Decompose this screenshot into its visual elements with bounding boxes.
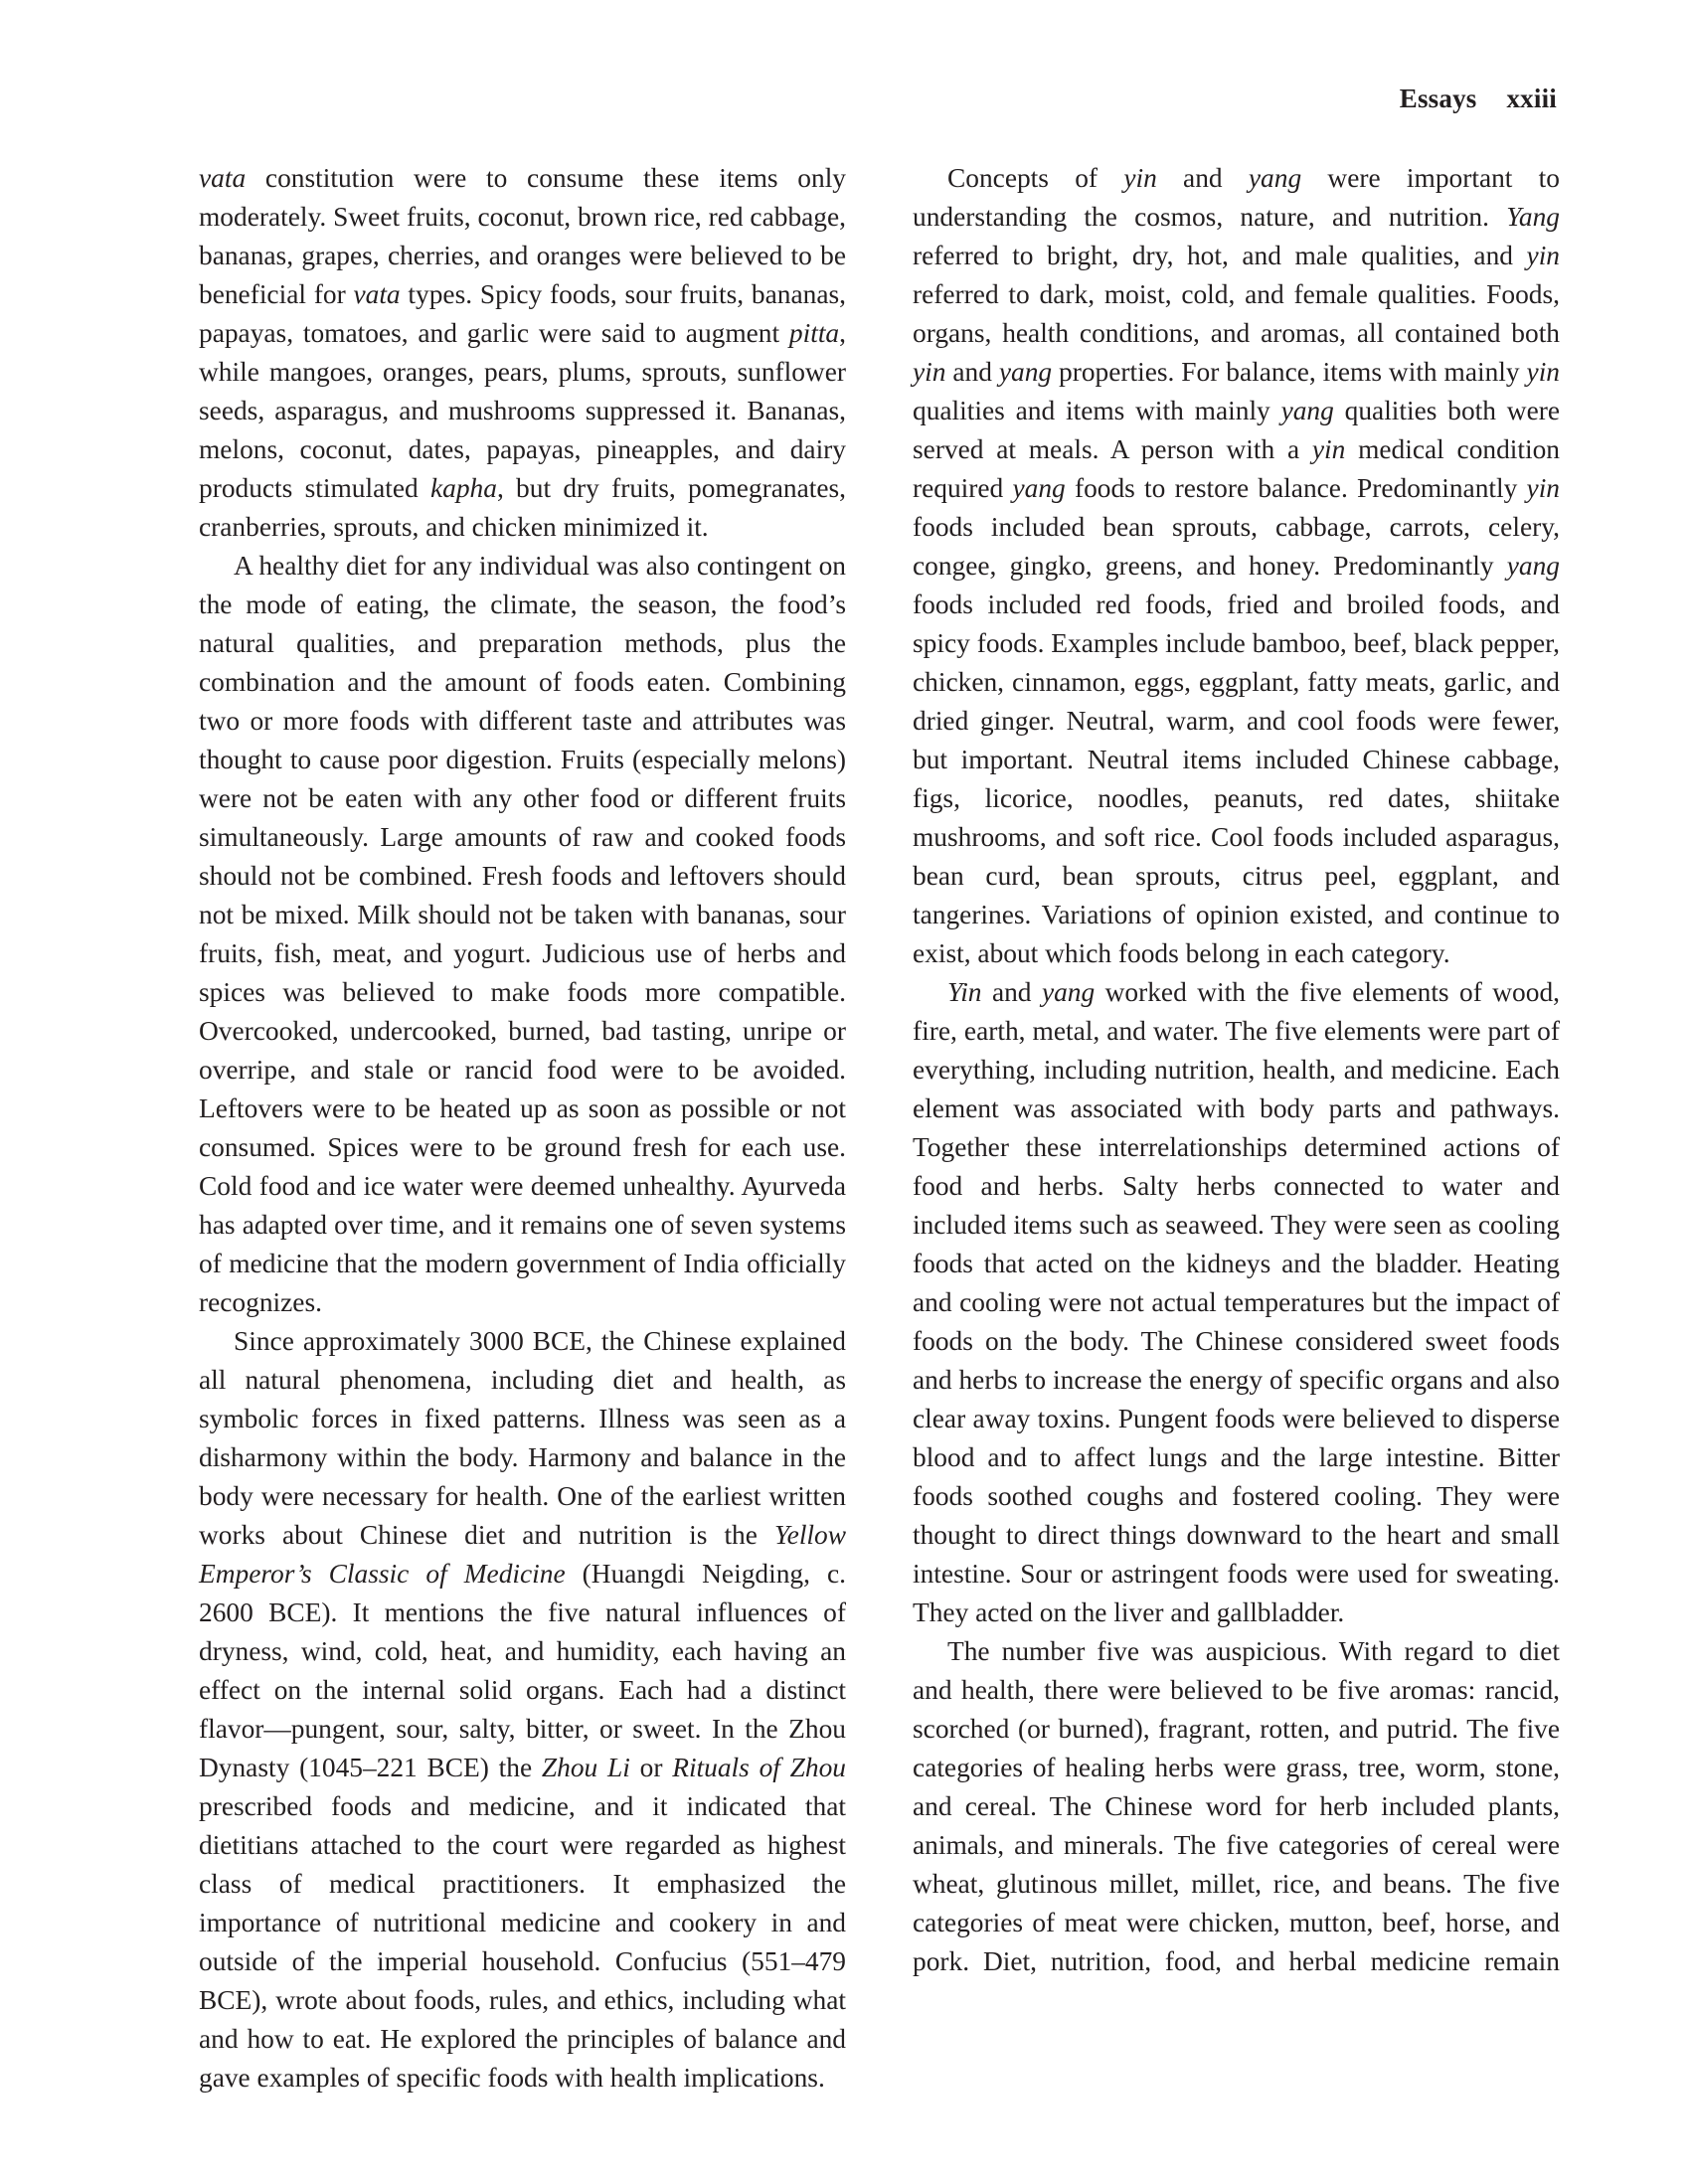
- text-run: foods included red foods, fried and broiled foods, and spicy foods. Examples include bamboo, beef, black pepper, chicken, cinnamon, eggs, eggplant, fatty meats, garlic, and dried ginger. Neutral, warm, and cool foods were fewer, but important. Neutral items included Chinese cabbage, figs, licorice, noodles, peanuts, red dates, shiitake mushrooms, and soft rice. Cool foods included asparagus, bean curd, bean sprouts, citrus peel, eggplant, and tangerines. Variations of opinion existed, and continue to exist, about which foods belong in each category.: [913, 589, 1560, 968]
- text-run: or: [629, 1753, 673, 1782]
- text-run: and: [945, 357, 999, 387]
- right-column: [913, 159, 1560, 1981]
- text-run: were important to understanding the cosmos, nature, and nutrition.: [913, 163, 1560, 232]
- text-run: properties. For balance, items with mainly: [1052, 357, 1527, 387]
- left-column: [199, 159, 846, 2098]
- italic-term: Yellow Emperor’s Classic of Medicine: [199, 1520, 846, 1589]
- italic-term: yin: [1526, 473, 1560, 503]
- text-run: , while mangoes, oranges, pears, plums, sprouts, sunflower seeds, asparagus, and mushrooms suppressed it. Bananas, melons, coconut, dates, papayas, pineapples, and dairy products stimulated: [199, 318, 846, 503]
- italic-term: Rituals of Zhou: [672, 1753, 846, 1782]
- text-run: constitution were to consume these items only moderately. Sweet fruits, coconut, brown rice, red cabbage, bananas, grapes, cherries, and oranges were believed to be beneficial for: [199, 163, 846, 309]
- italic-term: yin: [1311, 434, 1346, 464]
- text-run: Concepts of: [947, 163, 1124, 193]
- text-run: Since approximately 3000 BCE, the Chinese explained all natural phenomena, including diet and health, as symbolic forces in fixed patterns. Illness was seen as a disharmony within the body. Harmony and balance in the body were necessary for health. One of the earliest written works about Chinese diet and nutrition is the: [199, 1326, 846, 1550]
- text-run: The number five was auspicious. With regard to diet and health, there were believed to be five aromas: rancid, scorched (or burned), fragrant, rotten, and putrid. The five categories of healing herbs were grass, tree, worm, stone, and cereal. The Chinese word for herb included plants, animals, and minerals. The five categories of cereal were wheat, glutinous millet, millet, rice, and beans. The five categories of meat were chicken, mutton, beef, horse, and pork. Diet, nutrition, food, and herbal medicine remain: [913, 1636, 1560, 1976]
- text-run: types. Spicy foods, sour fruits, bananas, papayas, tomatoes, and garlic were said to augment: [199, 279, 846, 348]
- italic-term: vata: [199, 163, 247, 193]
- text-run: foods included bean sprouts, cabbage, carrots, celery, congee, gingko, greens, and honey. Predominantly: [913, 512, 1560, 581]
- text-run: foods to restore balance. Predominantly: [1065, 473, 1527, 503]
- italic-term: yin: [1526, 241, 1560, 270]
- text-run: and: [1156, 163, 1249, 193]
- italic-term: yang: [998, 357, 1053, 387]
- page-number: xxiii: [1506, 84, 1557, 113]
- text-run: referred to dark, moist, cold, and female qualities. Foods, organs, health conditions, and aromas, all contained both: [913, 279, 1560, 348]
- paragraph: [199, 1322, 846, 2098]
- italic-term: vata: [353, 279, 401, 309]
- paragraph: [199, 159, 846, 547]
- text-run: , but dry fruits, pomegranates, cranberries, sprouts, and chicken minimized it.: [199, 473, 846, 542]
- italic-term: kapha: [429, 473, 497, 503]
- italic-term: yang: [1248, 163, 1302, 193]
- text-run: qualities and items with mainly: [913, 396, 1281, 425]
- italic-term: yang: [1506, 551, 1560, 581]
- text-run: qualities both were served at meals. A person with a: [913, 396, 1561, 464]
- italic-term: yang: [1012, 473, 1066, 503]
- paragraph: [913, 1632, 1560, 1981]
- paragraph: [913, 159, 1560, 973]
- italic-term: yin: [1123, 163, 1157, 193]
- text-run: (Huangdi Neigding, c. 2600 BCE). It mentions the five natural influences of dryness, wind, cold, heat, and humidity, each having an effect on the internal solid organs. Each had a distinct flavor—pungent, sour, salty, bitter, or sweet. In the Zhou Dynasty (1045–221 BCE) the: [199, 1559, 846, 1782]
- italic-term: Zhou Li: [541, 1753, 630, 1782]
- paragraph: [913, 973, 1560, 1632]
- text-run: referred to bright, dry, hot, and male qualities, and: [913, 241, 1527, 270]
- section-title: Essays: [1399, 84, 1477, 113]
- italic-term: yin: [1526, 357, 1560, 387]
- text-run: and: [981, 977, 1042, 1007]
- italic-term: Yang: [1506, 202, 1560, 232]
- text-run: worked with the five elements of wood, fire, earth, metal, and water. The five elements were part of everything, including nutrition, health, and medicine. Each element was associated with body parts and pathways. Together these interrelationships determined actions of food and herbs. Salty herbs connected to water and included items such as seaweed. They were seen as cooling foods that acted on the kidneys and the bladder. Heating and cooling were not actual temperatures but the impact of foods on the body. The Chinese considered sweet foods and herbs to increase the energy of specific organs and also clear away toxins. Pungent foods were believed to disperse blood and to affect lungs and the large intestine. Bitter foods soothed coughs and fostered cooling. They were thought to direct things downward to the heart and small intestine. Sour or astringent foods were used for sweating. They acted on the liver and gallbladder.: [913, 977, 1560, 1627]
- running-head: [1400, 84, 1557, 114]
- italic-term: pitta: [788, 318, 840, 348]
- italic-term: yin: [913, 357, 946, 387]
- italic-term: Yin: [947, 977, 982, 1007]
- italic-term: yang: [1280, 396, 1334, 425]
- text-run: medical condition required: [913, 434, 1560, 503]
- paragraph: [199, 547, 846, 1322]
- text-run: A healthy diet for any individual was also contingent on the mode of eating, the climate, the season, the food’s natural qualities, and preparation methods, plus the combination and the amount of foods eaten. Combining two or more foods with different taste and attributes was thought to cause poor digestion. Fruits (especially melons) were not be eaten with any other food or different fruits simultaneously. Large amounts of raw and cooked foods should not be combined. Fresh foods and leftovers should not be mixed. Milk should not be taken with bananas, sour fruits, fish, meat, and yogurt. Judicious use of herbs and spices was believed to make foods more compatible. Overcooked, undercooked, burned, bad tasting, unripe or overripe, and stale or rancid food were to be avoided. Leftovers were to be heated up as soon as possible or not consumed. Spices were to be ground fresh for each use. Cold food and ice water were deemed unhealthy. Ayurveda has adapted over time, and it remains one of seven systems of medicine that the modern government of India officially recognizes.: [199, 551, 846, 1317]
- italic-term: yang: [1041, 977, 1096, 1007]
- text-run: prescribed foods and medicine, and it indicated that dietitians attached to the court were regarded as highest class of medical practitioners. It emphasized the importance of nutritional medicine and cookery in and outside of the imperial household. Confucius (551–479 BCE), wrote about foods, rules, and ethics, including what and how to eat. He explored the principles of balance and gave examples of specific foods with health implications.: [199, 1791, 846, 2093]
